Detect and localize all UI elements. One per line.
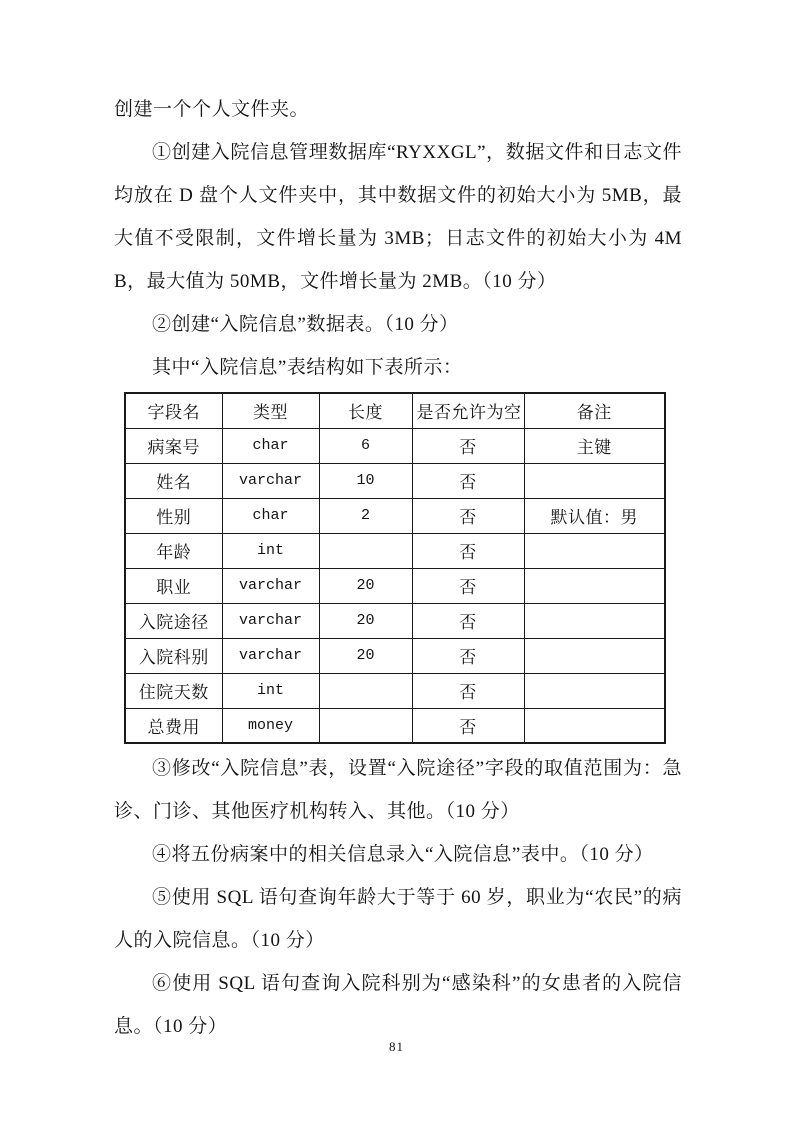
table-cell — [524, 638, 665, 673]
table-cell: 2 — [319, 498, 412, 533]
table-header-cell: 长度 — [319, 393, 412, 428]
table-row — [125, 638, 665, 673]
table-cell: 否 — [412, 568, 524, 603]
table-cell: 入院途径 — [125, 603, 222, 638]
table-cell: 否 — [412, 533, 524, 568]
table-row — [125, 603, 665, 638]
paragraph-task-1: ①创建入院信息管理数据库“RYXXGL”，数据文件和日志文件均放在 D 盘个人文件夹中，其中数据文件的初始大小为 5MB，最大值不受限制，文件增长量为 3MB；日志文件的初始大小为 4MB，最大值为 50MB，文件增长量为 2MB。（10 分） — [114, 142, 682, 292]
table-cell: 否 — [412, 638, 524, 673]
table-cell: 年龄 — [125, 533, 222, 568]
table-structure — [124, 392, 666, 744]
paragraph-task-2: ②创建“入院信息”数据表。（10 分） — [152, 314, 459, 335]
table-cell: 姓名 — [125, 463, 222, 498]
table-cell — [524, 463, 665, 498]
table-cell: 住院天数 — [125, 673, 222, 708]
table-cell — [524, 533, 665, 568]
table-cell: varchar — [222, 568, 319, 603]
table-cell: 入院科别 — [125, 638, 222, 673]
table-cell: 20 — [319, 568, 412, 603]
paragraph-table-intro: 其中“入院信息”表结构如下表所示： — [152, 357, 463, 378]
table-cell: 性别 — [125, 498, 222, 533]
table-cell: money — [222, 708, 319, 743]
table-cell: varchar — [222, 603, 319, 638]
table-cell: 主键 — [524, 428, 665, 463]
table-header-cell: 字段名 — [125, 393, 222, 428]
table-cell — [524, 673, 665, 708]
table-cell: int — [222, 673, 319, 708]
table-header-row — [125, 393, 665, 428]
table-cell — [319, 533, 412, 568]
page-number: 81 — [389, 1039, 404, 1054]
table-cell: varchar — [222, 638, 319, 673]
paragraph-folder: 创建一个个人文件夹。 — [114, 99, 310, 120]
paragraph-task-5: ⑤使用 SQL 语句查询年龄大于等于 60 岁，职业为“农民”的病人的入院信息。（10 分） — [114, 887, 682, 951]
table-cell: 否 — [412, 498, 524, 533]
table-cell: 20 — [319, 603, 412, 638]
table-cell: 否 — [412, 603, 524, 638]
table-row — [125, 428, 665, 463]
table-cell: 否 — [412, 673, 524, 708]
table-cell: char — [222, 428, 319, 463]
table-row — [125, 463, 665, 498]
table-header-cell: 类型 — [222, 393, 319, 428]
table-cell — [524, 708, 665, 743]
table-row — [125, 708, 665, 743]
table-row — [125, 533, 665, 568]
table-cell: 病案号 — [125, 428, 222, 463]
paragraph-task-3: ③修改“入院信息”表，设置“入院途径”字段的取值范围为：急诊、门诊、其他医疗机构转入、其他。（10 分） — [114, 758, 682, 822]
table-cell: 否 — [412, 428, 524, 463]
table-cell — [319, 673, 412, 708]
table-row — [125, 673, 665, 708]
table-cell: varchar — [222, 463, 319, 498]
table-cell — [524, 568, 665, 603]
table-cell: int — [222, 533, 319, 568]
table-row — [125, 498, 665, 533]
table-cell: 否 — [412, 708, 524, 743]
paragraph-task-4: ④将五份病案中的相关信息录入“入院信息”表中。（10 分） — [152, 844, 654, 865]
table-cell: 6 — [319, 428, 412, 463]
table-cell: 20 — [319, 638, 412, 673]
table-cell: char — [222, 498, 319, 533]
table-cell: 默认值：男 — [524, 498, 665, 533]
table-cell: 职业 — [125, 568, 222, 603]
table-cell: 否 — [412, 463, 524, 498]
table-header-cell: 备注 — [524, 393, 665, 428]
table-cell — [524, 603, 665, 638]
table-cell: 总费用 — [125, 708, 222, 743]
table-cell: 10 — [319, 463, 412, 498]
table-cell — [319, 708, 412, 743]
table-row — [125, 568, 665, 603]
paragraph-task-6: ⑥使用 SQL 语句查询入院科别为“感染科”的女患者的入院信息。（10 分） — [114, 973, 682, 1037]
page-content — [114, 88, 682, 1048]
table-header-cell: 是否允许为空 — [412, 393, 524, 428]
